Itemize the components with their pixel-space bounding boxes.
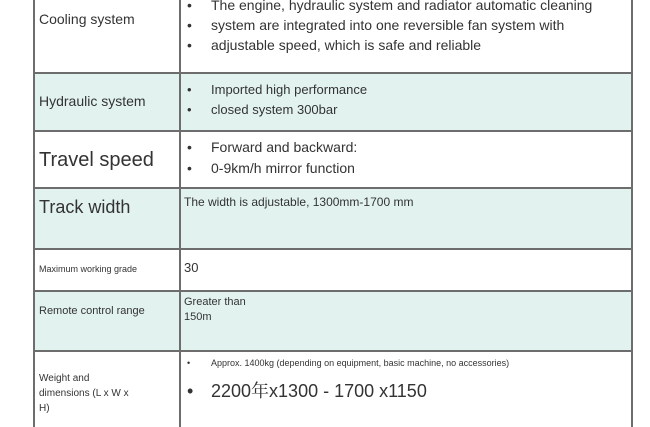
row-max-working-grade — [33, 250, 633, 291]
row-divider-3 — [33, 187, 633, 189]
row-divider-5 — [33, 290, 633, 292]
max-working-grade-value: 30 — [184, 260, 199, 275]
label-remote-control-range: Remote control range — [39, 305, 145, 317]
row-divider-2 — [33, 130, 633, 132]
row-hydraulic-system — [33, 74, 633, 131]
row-divider-6 — [33, 350, 633, 352]
weight-label-line-2: dimensions (L x W x — [39, 388, 129, 399]
label-weight-dimensions — [39, 371, 129, 416]
label-cooling-system: Cooling system — [39, 11, 135, 27]
row-divider-1 — [33, 72, 633, 74]
row-remote-control-range — [33, 292, 633, 350]
hydraulic-system-bullets — [181, 80, 367, 120]
travel-bullet-1: • Forward and backward: — [181, 137, 357, 158]
spec-table — [33, 0, 633, 427]
travel-bullet-2: • 0-9km/h mirror function — [181, 158, 357, 179]
remote-range-line-2: 150m — [184, 311, 212, 323]
weight-dimensions-bullets — [181, 357, 509, 403]
weight-bullet-dimensions: • 2200年x1300 - 1700 x1150 — [181, 379, 509, 403]
weight-label-line-3: H) — [39, 403, 50, 414]
travel-speed-bullets — [181, 137, 357, 179]
hydraulic-bullet-2: • closed system 300bar — [181, 100, 367, 120]
remote-range-line-1: Greater than — [184, 296, 246, 308]
label-track-width: Track width — [39, 197, 131, 217]
weight-label-line-1: Weight and — [39, 373, 90, 384]
label-max-working-grade: Maximum working grade — [39, 264, 138, 274]
label-hydraulic-system: Hydraulic system — [39, 93, 146, 109]
cooling-bullet-2: • system are integrated into one reversible fan system with — [181, 15, 592, 35]
cooling-system-bullets — [181, 0, 592, 55]
weight-bullet-approx: • Approx. 1400kg (depending on equipment, basic machine, no accessories) — [181, 357, 509, 370]
remote-control-range-value — [184, 295, 246, 325]
row-weight-dimensions — [33, 352, 633, 427]
right-border — [631, 0, 633, 427]
row-divider-4 — [33, 248, 633, 250]
cooling-bullet-1: • The engine, hydraulic system and radiator automatic cleaning — [181, 0, 592, 15]
row-track-width — [33, 189, 633, 248]
column-divider — [179, 0, 181, 427]
row-cooling-system — [33, 0, 633, 73]
row-travel-speed — [33, 132, 633, 188]
left-border — [33, 0, 35, 427]
hydraulic-bullet-1: • Imported high performance — [181, 80, 367, 100]
label-travel-speed: Travel speed — [39, 149, 154, 171]
cooling-bullet-3: • adjustable speed, which is safe and reliable — [181, 35, 592, 55]
track-width-value: The width is adjustable, 1300mm-1700 mm — [184, 195, 414, 209]
